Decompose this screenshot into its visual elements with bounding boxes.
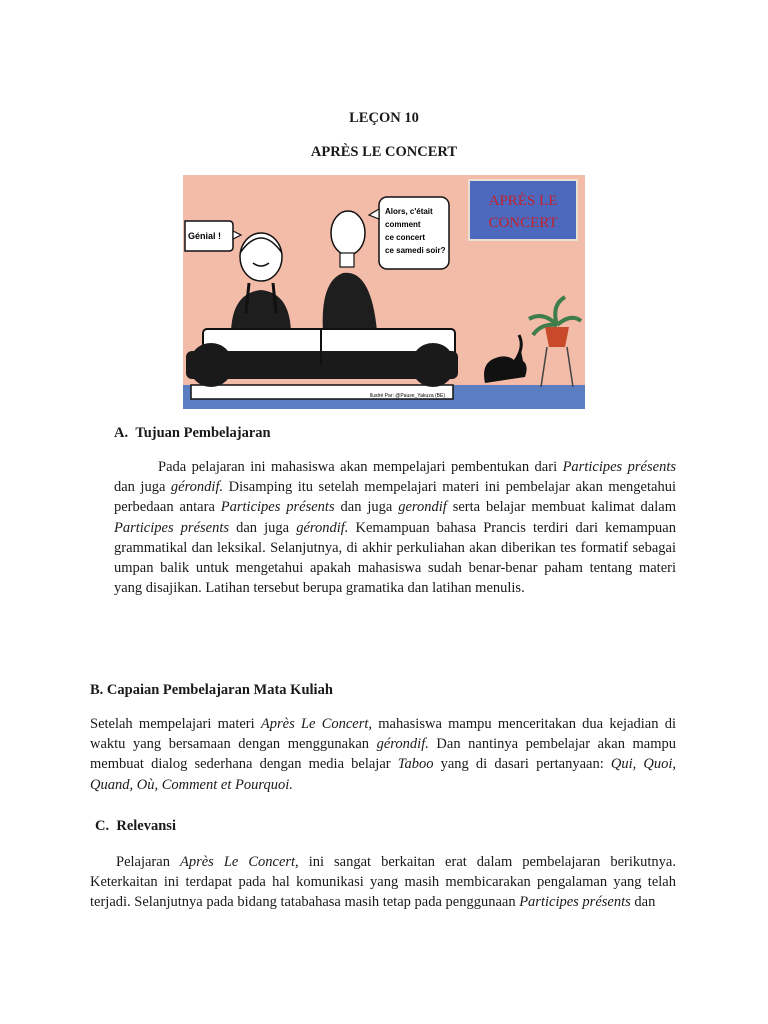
text-run: Participes présents [220, 499, 335, 516]
text-run: Kemampuan bahasa Prancis terdiri dari kemampuan grammatikal dan leksikal. Selanjutnya, di akhir perkuliahan akan diberikan tes formatif sebagai umpan balik untuk mengetahui apakah mahasiswa sudah benar-benar paham tentang materi yang disajikan. Latihan tersebut berupa gramatika dan latihan menulis. [114, 519, 676, 597]
text-run: Après Le Concert, [179, 854, 299, 870]
bubble-right-line-4: ce samedi soir? [385, 246, 446, 255]
text-run: ini sangat berkaitan erat dalam pembelajaran berikutnya. Keterkaitan ini terdapat pada hal komunikasi yang masih membicarakan pengalaman yang telah terjadi. Selanjutnya pada bidang tatabahasa masih tetap pada penggunaan [90, 854, 676, 911]
text-run: Pelajaran [116, 854, 180, 870]
poster [469, 180, 577, 240]
bubble-right-line-3: ce concert [385, 233, 426, 242]
lesson-number: LEÇON 10 [349, 110, 419, 126]
concert-illustration [183, 175, 585, 409]
text-run: Qui, Quoi, Quand, Où, Comment et Pourquoi. [90, 756, 677, 793]
section-a-paragraph [114, 457, 676, 598]
text-run: Participes présents [562, 459, 676, 475]
section-c-heading: C. Relevansi [95, 818, 176, 834]
text-run: yang di dasari pertanyaan: [433, 756, 611, 773]
text-run: Participes présents [519, 894, 631, 911]
text-run: Pada pelajaran ini mahasiswa akan mempelajari pembentukan dari [158, 459, 563, 475]
text-run: dan [630, 894, 656, 911]
poster-line-1: APRÈS LE [488, 193, 558, 209]
text-run: Disamping itu setelah mempelajari materi ini pembelajar akan mengetahui perbedaan antara [114, 479, 676, 516]
section-b-heading: B. Capaian Pembelajaran Mata Kuliah [90, 682, 333, 698]
text-run: dan juga [334, 499, 399, 516]
poster-line-2: CONCERT [488, 215, 558, 231]
lesson-title: APRÈS LE CONCERT [310, 144, 458, 160]
text-run: gerondif [398, 499, 447, 516]
text-run: gérondif. [376, 736, 429, 753]
text-run: serta belajar membuat kalimat dalam [446, 499, 676, 516]
bubble-right-line-1: Alors, c'était [385, 207, 433, 216]
illustration-credit: Ilustré Par: @Pause_Yakuza (BE) [369, 393, 445, 399]
text-run: Taboo [397, 756, 434, 773]
sofa [186, 329, 458, 399]
section-a-heading: A. Tujuan Pembelajaran [114, 425, 271, 441]
text-run: Setelah mempelajari materi [90, 716, 261, 732]
text-run: Après Le Concert, [260, 716, 373, 732]
bubble-left-text: Génial ! [188, 231, 222, 241]
text-run: mahasiswa mampu menceritakan dua kejadian di waktu yang bersamaan dengan menggunakan [90, 716, 676, 753]
text-run: gérondif. [170, 479, 224, 496]
text-run: Participes présents [114, 519, 230, 536]
section-b-paragraph [90, 714, 676, 795]
text-run: Dan nantinya pembelajar akan mampu membuat dialog sederhana dengan media belajar [90, 736, 677, 773]
section-c-paragraph [90, 852, 676, 913]
text-run: dan juga [114, 479, 171, 496]
text-run: gérondif. [296, 519, 349, 536]
text-run: dan juga [229, 519, 297, 536]
bubble-right-line-2: comment [385, 220, 421, 229]
